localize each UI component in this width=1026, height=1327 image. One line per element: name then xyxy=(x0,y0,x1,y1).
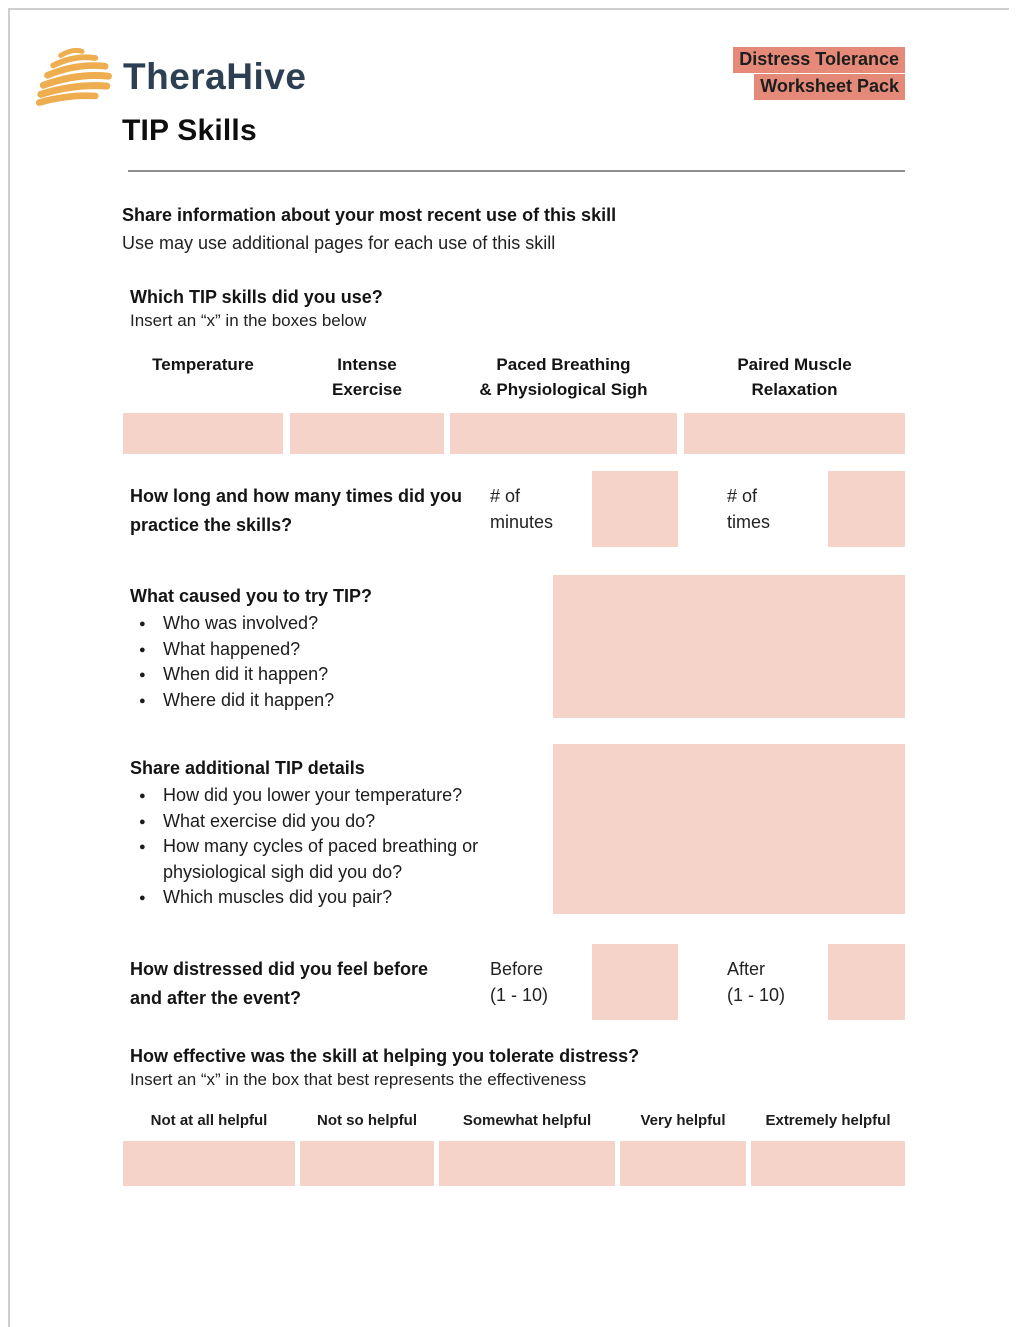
page-edge-top xyxy=(8,8,1009,10)
option-label-not-at-all: Not at all helpful xyxy=(150,1112,268,1129)
intro-subheading: Use may use additional pages for each use of this skill xyxy=(122,233,556,253)
details-bullet: ● What exercise did you do? xyxy=(134,809,534,835)
intro-heading: Share information about your most recent use of this skill xyxy=(122,205,617,225)
effectiveness-box-not-so[interactable] xyxy=(300,1141,434,1186)
skills-question: Which TIP skills did you use? xyxy=(130,287,383,307)
minutes-input-box[interactable] xyxy=(592,471,678,547)
effectiveness-box-not-at-all[interactable] xyxy=(123,1141,295,1186)
skill-column-header-intense-exercise: Intense Exercise xyxy=(332,355,402,399)
option-label-somewhat: Somewhat helpful xyxy=(462,1112,592,1129)
effectiveness-box-very[interactable] xyxy=(620,1141,746,1186)
times-label: # of times xyxy=(727,486,771,532)
skills-hint: Insert an “x” in the boxes below xyxy=(130,311,367,330)
practice-question: How long and how many times did you practice the skills? xyxy=(130,486,463,535)
skill-checkbox-intense-exercise[interactable] xyxy=(290,413,444,454)
cause-bullet: ● Who was involved? xyxy=(134,611,534,637)
option-label-not-so: Not so helpful xyxy=(317,1112,417,1129)
skill-checkbox-paced-breathing[interactable] xyxy=(450,413,677,454)
minutes-label: # of minutes xyxy=(490,486,554,532)
brand-wordmark: TheraHive xyxy=(123,56,307,97)
details-question: Share additional TIP details xyxy=(130,758,365,778)
details-bullet: ● Which muscles did you pair? xyxy=(134,885,534,911)
page-edge-left xyxy=(8,8,10,1327)
cause-bullet: ● What happened? xyxy=(134,637,534,663)
details-answer-box[interactable] xyxy=(553,744,905,914)
badge-line-1: Distress Tolerance xyxy=(733,47,905,73)
cause-bullet-list xyxy=(134,611,534,713)
effectiveness-hint: Insert an “x” in the box that best represents the effectiveness xyxy=(130,1070,587,1089)
cause-bullet: ● Where did it happen? xyxy=(134,688,534,714)
skill-checkbox-paired-muscle[interactable] xyxy=(684,413,905,454)
effectiveness-box-somewhat[interactable] xyxy=(439,1141,615,1186)
details-bullet: ● How many cycles of paced breathing or physiological sigh did you do? xyxy=(134,834,534,885)
details-bullet-list xyxy=(134,783,534,911)
after-rating-box[interactable] xyxy=(828,944,905,1020)
before-label: Before (1 - 10) xyxy=(490,959,549,1005)
details-bullet: ● How did you lower your temperature? xyxy=(134,783,534,809)
cause-question: What caused you to try TIP? xyxy=(130,586,373,606)
after-label: After (1 - 10) xyxy=(727,959,786,1005)
skill-column-header-paired-muscle: Paired Muscle Relaxation xyxy=(737,355,852,399)
skill-column-header-paced-breathing: Paced Breathing & Physiological Sigh xyxy=(479,355,648,399)
badge-line-2: Worksheet Pack xyxy=(754,74,905,100)
skill-checkbox-temperature[interactable] xyxy=(123,413,283,454)
cause-bullet: ● When did it happen? xyxy=(134,662,534,688)
skill-column-header-temperature: Temperature xyxy=(152,355,254,374)
times-input-box[interactable] xyxy=(828,471,905,547)
cause-answer-box[interactable] xyxy=(553,575,905,718)
effectiveness-box-extremely[interactable] xyxy=(751,1141,905,1186)
before-rating-box[interactable] xyxy=(592,944,678,1020)
distress-question: How distressed did you feel before and after the event? xyxy=(130,959,429,1008)
page-title: TIP Skills xyxy=(122,114,257,147)
title-divider xyxy=(128,170,905,172)
therahive-logo-icon xyxy=(30,44,116,110)
pack-badge xyxy=(733,47,905,101)
option-label-very: Very helpful xyxy=(640,1112,726,1129)
effectiveness-question: How effective was the skill at helping you tolerate distress? xyxy=(130,1046,640,1066)
option-label-extremely: Extremely helpful xyxy=(765,1112,891,1129)
